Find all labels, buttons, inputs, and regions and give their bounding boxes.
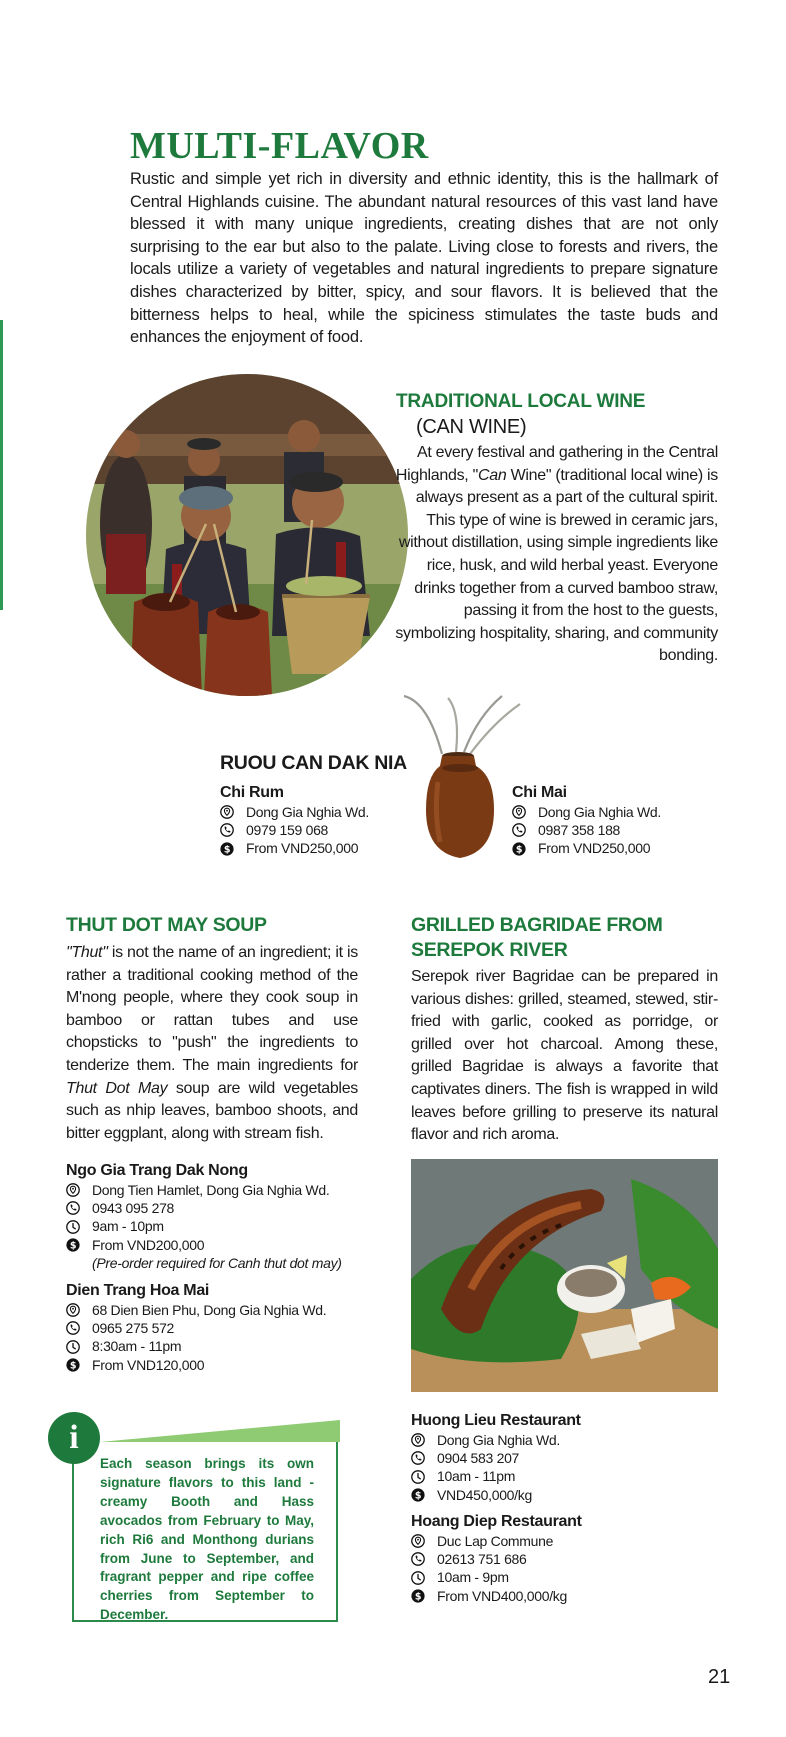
vendor-hours: 10am - 11pm [437, 1468, 516, 1485]
vendor-phone[interactable]: 0979 159 068 [246, 822, 329, 839]
grilled-fish-photo [411, 1159, 718, 1392]
info-box-tab [100, 1420, 340, 1442]
location-pin-icon [411, 1433, 425, 1447]
wine-paragraph-emphasis: Can [477, 466, 507, 484]
vendor-price: VND450,000/kg [437, 1486, 532, 1503]
vendor-phone[interactable]: 0987 358 188 [538, 822, 621, 839]
vendor-address: Dong Gia Nghia Wd. [437, 1432, 560, 1448]
phone-icon [411, 1451, 425, 1465]
vendor-name: Chi Mai [512, 784, 567, 801]
vendor-name: Chi Rum [220, 784, 284, 801]
location-pin-icon [411, 1534, 425, 1548]
vendor-price: From VND120,000 [92, 1356, 205, 1373]
vendor-price: From VND400,000/kg [437, 1587, 567, 1604]
fish-paragraph: Serepok river Bagridae can be prepared in various dishes: grilled, steamed, stewed, stir-fried with garlic, cooked as porridge, or grilled over hot charcoal. Among these, grilled Bagridae is always a favorite that captivates diners. The fish is wrapped in wild leaves before grilling to preserve its natural flavor and rich aroma. [411, 968, 718, 1144]
vendor-chi-rum [220, 782, 369, 858]
vendor-note: (Pre-order required for Canh thut dot may) [92, 1254, 342, 1271]
soup-paragraph: "Thut" is not the name of an ingredient; it is rather a traditional cooking method of the M'nong people, where they cook soup in bamboo or rattan tubes and use chopsticks to "push" the ingredients to tenderize them. The main ingredients for Thut Dot May soup are wild vegetables such as nhip leaves, bamboo shoots, and bitter eggplant, along with stream fish. [66, 944, 358, 1142]
dollar-coin-icon [512, 842, 526, 856]
phone-icon [66, 1201, 80, 1215]
vendor-price: From VND250,000 [246, 840, 359, 857]
location-pin-icon [512, 805, 526, 819]
wine-subheading: (CAN WINE) [416, 416, 527, 438]
dollar-coin-icon [66, 1238, 80, 1252]
clock-icon [411, 1470, 425, 1484]
vendor-price: From VND200,000 [92, 1236, 205, 1253]
vendor-huong-lieu [411, 1410, 581, 1504]
vendor-price: From VND250,000 [538, 840, 651, 857]
vendor-hours: 9am - 10pm [92, 1218, 164, 1235]
soup-heading: THUT DOT MAY SOUP [66, 914, 267, 936]
phone-icon [411, 1552, 425, 1566]
vendor-chi-mai [512, 782, 661, 858]
dollar-coin-icon [66, 1358, 80, 1372]
vendor-name: Huong Lieu Restaurant [411, 1412, 581, 1429]
vendor-dien-trang-hoa-mai [66, 1280, 326, 1374]
phone-icon [66, 1321, 80, 1335]
soup-term-thut-dot-may: Thut Dot May [66, 1079, 168, 1097]
vendor-ngo-gia-trang [66, 1160, 342, 1272]
wine-product-heading: RUOU CAN DAK NIA [220, 752, 407, 774]
phone-icon [512, 823, 526, 837]
clock-icon [66, 1340, 80, 1354]
vendor-phone[interactable]: 0965 275 572 [92, 1320, 175, 1337]
vendor-hours: 8:30am - 11pm [92, 1338, 182, 1355]
phone-icon [220, 823, 234, 837]
page-number: 21 [708, 1666, 731, 1688]
clock-icon [66, 1220, 80, 1234]
vendor-address: Dong Gia Nghia Wd. [246, 804, 369, 820]
fish-heading: GRILLED BAGRIDAE FROM SEREPOK RIVER [411, 914, 663, 961]
dollar-coin-icon [411, 1589, 425, 1603]
soup-term-thut: "Thut" [66, 944, 108, 961]
vendor-phone[interactable]: 0904 583 207 [437, 1450, 520, 1467]
location-pin-icon [66, 1303, 80, 1317]
vendor-name: Hoang Diep Restaurant [411, 1513, 582, 1530]
vendor-address: Dong Tien Hamlet, Dong Gia Nghia Wd. [92, 1182, 330, 1198]
page-edge-stripe [0, 320, 3, 610]
wine-drinking-photo [86, 374, 408, 696]
vendor-phone[interactable]: 02613 751 686 [437, 1551, 527, 1568]
wine-heading: TRADITIONAL LOCAL WINE [396, 391, 646, 412]
page-title: MULTI-FLAVOR [130, 125, 429, 167]
vendor-name: Ngo Gia Trang Dak Nong [66, 1162, 248, 1179]
vendor-hoang-diep [411, 1511, 582, 1605]
vendor-address: 68 Dien Bien Phu, Dong Gia Nghia Wd. [92, 1302, 327, 1318]
dollar-coin-icon [220, 842, 234, 856]
vendor-phone[interactable]: 0943 095 278 [92, 1200, 175, 1217]
dollar-coin-icon [411, 1488, 425, 1502]
vendor-hours: 10am - 9pm [437, 1569, 509, 1586]
wine-paragraph: At every festival and gathering in the Central Highlands, "Can Wine" (traditional local wine) is always present as a part of the cultural spirit. This type of wine is brewed in ceramic jars, without distillation, using simple ingredients like rice, husk, and wild herbal yeast. Everyone drinks together from a curved bamboo straw, passing it from the host to the guests, symbolizing hospitality, sharing, and community bonding. [395, 444, 718, 665]
vendor-address: Dong Gia Nghia Wd. [538, 804, 661, 820]
info-text: Each season brings its own signature flavors to this land - creamy Booth and Hass avocados from February to May, rich Ri6 and Monthong durians from June to September, and fragrant pepper and ripe coffee cherries from September to December. [100, 1456, 314, 1623]
intro-paragraph: Rustic and simple yet rich in diversity and ethnic identity, this is the hallmark of Central Highlands cuisine. The abundant natural resources of this vast land have blessed it with many unique ingredients, creating dishes that are not only surprising to the ear but also to the palate. Living close to forests and rivers, the locals utilize a variety of vegetables and natural ingredients to prepare signature dishes characterized by bitter, spicy, and sour flavors. It is believed that the bitterness helps to heal, while the spiciness stimulates the taste buds and enhances the enjoyment of food. [130, 170, 718, 347]
wine-jar-image [398, 692, 528, 862]
vendor-name: Dien Trang Hoa Mai [66, 1282, 210, 1299]
vendor-address: Duc Lap Commune [437, 1533, 554, 1549]
location-pin-icon [66, 1183, 80, 1197]
clock-icon [411, 1571, 425, 1585]
location-pin-icon [220, 805, 234, 819]
info-icon: i [48, 1412, 100, 1464]
